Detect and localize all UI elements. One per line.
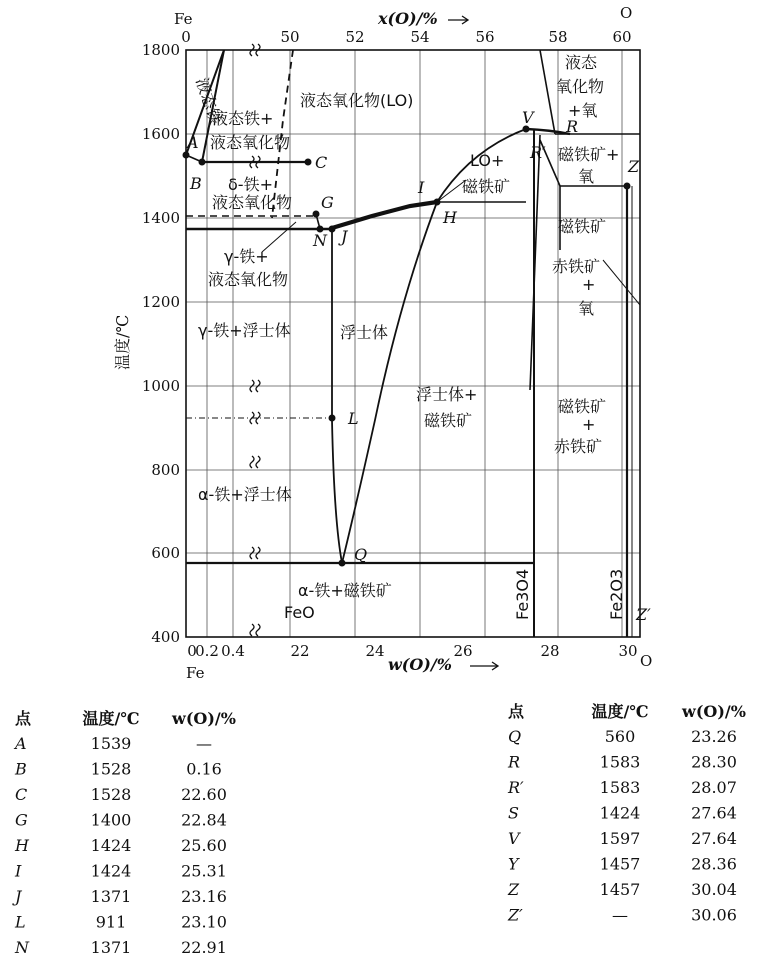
bottom-tick-label: 0.4 xyxy=(221,642,245,660)
point-label-q: Q xyxy=(354,545,368,564)
region-gamma-iron-plus: γ-铁+ xyxy=(224,247,269,266)
table-cell: 25.31 xyxy=(181,861,227,881)
point-label-i: I xyxy=(418,178,425,197)
table-cell: H xyxy=(15,836,29,855)
table-cell: R′ xyxy=(508,778,524,797)
bottom-tick-label: 24 xyxy=(365,642,385,660)
region-gamma-iron-wustite: γ-铁+浮士体 xyxy=(198,321,291,340)
point-label-g: G xyxy=(321,193,334,212)
region-magnetite-3: 磁铁矿 xyxy=(558,217,607,236)
region-labels xyxy=(192,53,626,622)
table-cell: 1457 xyxy=(599,854,641,874)
top-right-element: O xyxy=(620,4,633,22)
region-alpha-iron-magnetite: α-铁+磁铁矿 xyxy=(298,581,392,600)
table-cell: G xyxy=(15,810,28,830)
table-cell: — xyxy=(196,734,212,753)
table-cell: C xyxy=(15,785,28,804)
table-cell: 30.06 xyxy=(691,905,737,925)
region-magnetite-2: 磁铁矿 xyxy=(462,177,511,196)
y-tick-label: 1400 xyxy=(141,209,180,227)
region-wustite-plus: 浮士体+ xyxy=(416,385,478,404)
table-cell: 28.07 xyxy=(691,778,737,797)
point-label-z-prime: Z′ xyxy=(636,605,651,624)
point-label-a: A xyxy=(187,133,199,152)
top-tick-label: 56 xyxy=(475,28,495,46)
region-wustite: 浮士体 xyxy=(340,323,389,342)
bottom-tick-label: 26 xyxy=(453,642,473,660)
table-cell: 1424 xyxy=(90,836,132,855)
table-cell: 30.04 xyxy=(691,880,737,899)
region-fe2o3: Fe2O3 xyxy=(607,568,626,620)
table-cell: 1583 xyxy=(599,778,641,797)
table-cell: 1457 xyxy=(599,880,641,899)
table-cell: 28.36 xyxy=(691,854,737,874)
top-tick-label: 60 xyxy=(612,28,632,46)
top-axis-ticks xyxy=(181,28,631,46)
top-tick-label: 50 xyxy=(280,28,300,46)
bottom-tick-label: 0 xyxy=(187,642,197,660)
region-liquid-oxide: 液态氧化物(LO) xyxy=(300,91,414,110)
table-cell: 1528 xyxy=(90,785,132,804)
table-cell: J xyxy=(15,887,22,906)
table-right xyxy=(507,702,746,925)
region-magnetite-1: 磁铁矿 xyxy=(424,411,473,430)
table-cell: 22.60 xyxy=(181,785,227,804)
table-cell: Z′ xyxy=(508,905,523,925)
region-delta-iron-plus: δ-铁+ xyxy=(228,175,273,194)
point-label-v: V xyxy=(522,108,534,127)
table-cell: 560 xyxy=(604,727,636,746)
top-tick-label: 58 xyxy=(548,28,568,46)
table-cell: Z xyxy=(508,880,520,899)
table-cell: 23.10 xyxy=(181,912,227,932)
axis-break-mark xyxy=(250,624,260,636)
table-cell: 1371 xyxy=(90,887,132,906)
y-axis-label: 温度/℃ xyxy=(113,314,132,370)
table-cell: 23.16 xyxy=(181,887,227,906)
table-cell: 1371 xyxy=(90,938,132,957)
table-cell: S xyxy=(508,803,519,823)
region-hematite-1: 赤铁矿 xyxy=(552,257,601,276)
region-hematite-2: 赤铁矿 xyxy=(554,437,603,456)
point-label-c: C xyxy=(315,153,328,172)
region-magnetite-plus: 磁铁矿+ xyxy=(558,145,620,164)
table-cell: 22.84 xyxy=(181,810,227,830)
table-cell: 27.64 xyxy=(691,829,737,848)
y-tick-label: 1800 xyxy=(141,41,180,59)
table-cell: Y xyxy=(508,854,519,874)
table-cell: 911 xyxy=(95,912,127,932)
table-cell: R xyxy=(508,752,521,772)
table-cell: 1528 xyxy=(90,759,132,779)
table-header-cell: 温度/℃ xyxy=(82,709,140,728)
table-cell: 1424 xyxy=(599,803,641,823)
region-fe3o4: Fe3O4 xyxy=(513,568,532,620)
region-alpha-iron-wustite: α-铁+浮士体 xyxy=(198,485,292,504)
y-axis-ticks xyxy=(142,41,180,646)
region-oxygen-2: 氧 xyxy=(578,299,595,318)
table-cell: 28.30 xyxy=(691,752,737,772)
point-label-r: R xyxy=(566,117,579,136)
y-tick-label: 800 xyxy=(151,461,180,479)
region-feo: FeO xyxy=(284,603,315,622)
top-axis-label: x(O)/% xyxy=(378,9,438,28)
bottom-tick-label: 28 xyxy=(540,642,560,660)
bottom-axis-arrow xyxy=(470,662,498,670)
table-cell: A xyxy=(15,734,27,753)
table-cell: 25.60 xyxy=(181,836,227,855)
table-cell: 22.91 xyxy=(181,938,227,957)
table-cell: L xyxy=(15,912,26,932)
bottom-tick-label: 22 xyxy=(290,642,310,660)
region-liquid-oxide-top-3: +氧 xyxy=(568,101,598,120)
region-liquid-oxide-top-2: 氧化物 xyxy=(556,77,605,96)
table-header-cell: w(O)/% xyxy=(172,709,236,728)
table-cell: 0.16 xyxy=(186,759,222,779)
point-label-b: B xyxy=(190,174,202,193)
region-liquid-oxide-3: 液态氧化物 xyxy=(208,270,289,289)
y-tick-label: 600 xyxy=(151,544,180,562)
region-plus-2: + xyxy=(582,415,596,434)
table-header-cell: 点 xyxy=(15,709,32,728)
table-cell: — xyxy=(612,905,628,925)
y-tick-label: 1000 xyxy=(141,377,180,395)
table-cell: 23.26 xyxy=(691,727,737,746)
table-header-cell: 温度/℃ xyxy=(591,702,649,721)
table-cell: B xyxy=(15,759,27,779)
table-cell: 1597 xyxy=(599,829,641,848)
region-liquid-oxide-1: 液态氧化物 xyxy=(210,133,291,152)
bottom-axis-label: w(O)/% xyxy=(388,655,452,674)
table-header-cell: 点 xyxy=(508,702,525,721)
table-left xyxy=(12,709,236,957)
region-liquid-iron: 液态铁 xyxy=(192,75,226,127)
top-tick-label: 52 xyxy=(345,28,365,46)
point-label-j: J xyxy=(341,227,348,246)
region-magnetite-4: 磁铁矿 xyxy=(558,397,607,416)
top-left-element: Fe xyxy=(174,10,193,28)
table-cell: N xyxy=(15,938,29,957)
point-label-r-prime: R′ xyxy=(530,143,546,162)
table-cell: Q xyxy=(508,727,522,746)
table-cell: 1400 xyxy=(90,810,132,830)
table-cell: 27.64 xyxy=(691,803,737,823)
top-axis-arrow xyxy=(448,16,468,24)
region-plus-1: + xyxy=(582,275,596,294)
table-cell: V xyxy=(508,829,520,848)
table-cell: 1583 xyxy=(599,752,641,772)
region-liquid-oxide-2: 液态氧化物 xyxy=(212,193,293,212)
bottom-tick-label: 0.2 xyxy=(195,642,219,660)
bottom-tick-label: 30 xyxy=(618,642,638,660)
y-tick-label: 1600 xyxy=(141,125,180,143)
region-liquid-oxide-top-1: 液态 xyxy=(565,53,598,72)
point-label-l: L xyxy=(348,409,359,428)
axis-break-mark xyxy=(250,456,260,468)
region-lo-plus: LO+ xyxy=(470,151,505,170)
region-oxygen-1: 氧 xyxy=(578,167,595,186)
bottom-left-element: Fe xyxy=(186,664,205,682)
point-label-z: Z xyxy=(628,157,640,176)
top-tick-label: 0 xyxy=(181,28,191,46)
table-header-cell: w(O)/% xyxy=(682,702,746,721)
table-cell: 1539 xyxy=(90,734,132,753)
region-liquid-iron-plus: 液态铁+ xyxy=(212,109,274,128)
y-tick-label: 400 xyxy=(151,628,180,646)
point-label-n: N xyxy=(313,231,327,250)
table-cell: I xyxy=(15,861,22,881)
table-cell: 1424 xyxy=(90,861,132,881)
bottom-right-element: O xyxy=(640,652,653,670)
top-tick-label: 54 xyxy=(410,28,430,46)
y-tick-label: 1200 xyxy=(141,293,180,311)
point-label-h: H xyxy=(443,208,457,227)
